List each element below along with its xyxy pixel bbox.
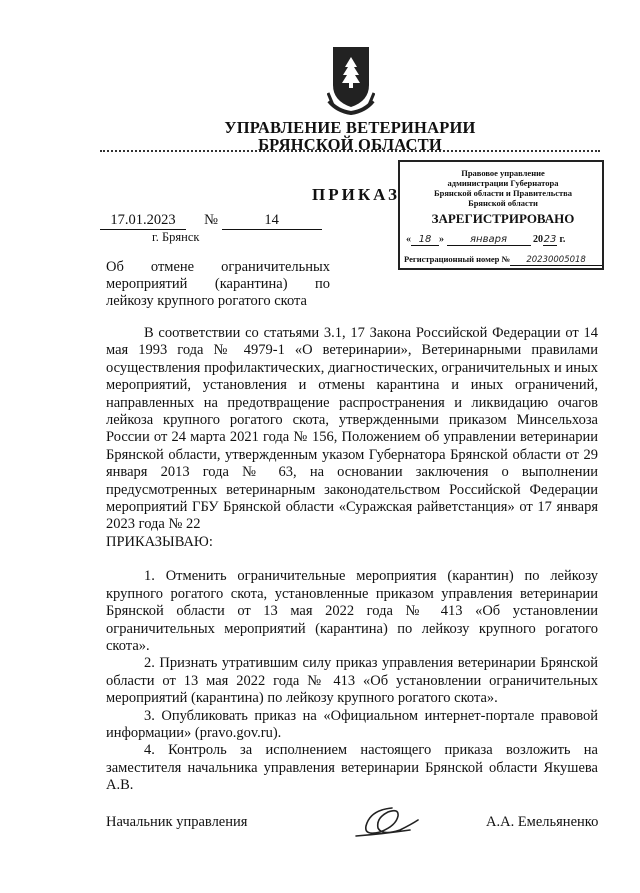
order-item: 4. Контроль за исполнением настоящего приказа возложить на заместителя начальника управления ветеринарии Брянской области Якушева А.В. — [106, 742, 598, 794]
stamp-line: Брянской области и Правительства — [433, 188, 573, 198]
subject-line: мероприятий (карантина) по — [106, 276, 330, 292]
stamp-registered: ЗАРЕГИСТРИРОВАНО — [431, 211, 575, 226]
order-date: 17.01.2023 — [100, 212, 186, 230]
order-number: 14 — [222, 212, 322, 230]
org-name-line1: УПРАВЛЕНИЕ ВЕТЕРИНАРИИ — [224, 118, 476, 137]
org-name-line2: БРЯНСКОЙ ОБЛАСТИ — [258, 135, 442, 154]
handwritten-signature — [352, 800, 422, 842]
header-divider — [100, 150, 600, 152]
stamp-year-suffix: 23 — [543, 234, 557, 245]
order-item: 3. Опубликовать приказ на «Официальном интернет-портале правовой информации» (pravo.gov.ru). — [106, 707, 598, 741]
order-word: ПРИКАЗЫВАЮ: — [106, 533, 213, 550]
stamp-month: января — [447, 234, 531, 246]
number-sign: № — [204, 212, 218, 228]
order-item: 2. Признать утратившим силу приказ управления ветеринарии Брянской области от 13 мая 2022 года № 413 «Об установлении ограничительных мероприятий (карантина) по лейкозу крупного рогатого скота». — [106, 655, 598, 707]
order-item: 1. Отменить ограничительные мероприятия (карантин) по лейкозу крупного рогатого скота, установленные приказом управления ветеринарии Брянской области от 13 мая 2022 года № 413 «Об установлении ограничительных мероприятий (карантина) по лейкозу крупного рогатого скота». — [106, 568, 598, 654]
order-subject — [106, 259, 330, 310]
order-city: г. Брянск — [152, 230, 200, 244]
order-body — [106, 325, 598, 795]
stamp-date: « 18 » января 2023 г. — [406, 234, 566, 245]
coat-of-arms-icon — [327, 45, 375, 117]
registration-stamp — [398, 160, 604, 270]
stamp-year-unit: г. — [559, 234, 566, 245]
stamp-reg-value: 20230005018 — [510, 255, 602, 266]
stamp-reg-label: Регистрационный номер № — [404, 254, 511, 264]
document-type: ПРИКАЗ — [312, 185, 400, 204]
stamp-reg-number — [404, 254, 602, 266]
subject-line: Об отмене ограничительных — [106, 259, 330, 275]
stamp-line: администрации Губернатора — [447, 178, 559, 188]
preamble: В соответствии со статьями 3.1, 17 Закона Российской Федерации от 14 мая 1993 года № 4979-1 «О ветеринарии», Ветеринарными правилами осуществления профилактических, диагностических, ограничительных и иных мероприятий, установления и отмены карантина и иных ограничений, направленных на предотвращение распространения и ликвидацию очагов лейкоза крупного рогатого скота, утвержденными приказом Минсельхоза России от 24 марта 2021 года № 156, Положением об управлении ветеринарии Брянской области, утвержденным указом Губернатора Брянской области от 29 января 2013 года № 63, на основании заключения о выполнении предусмотренных ветеринарным законодательством Российской Федерации мероприятий ГБУ Брянской области «Суражская райветстанция» от 17 января 2023 года № 22 — [106, 325, 598, 533]
signatory-name: А.А. Емельяненко — [486, 814, 599, 830]
order-date-number — [100, 212, 322, 230]
stamp-line: Правовое управление — [461, 168, 545, 178]
stamp-line: Брянской области — [468, 198, 538, 208]
stamp-day: 18 — [411, 234, 439, 246]
stamp-year-prefix: 20 — [533, 234, 543, 245]
subject-line: лейкозу крупного рогатого скота — [106, 293, 307, 309]
signatory-position: Начальник управления — [106, 814, 248, 830]
